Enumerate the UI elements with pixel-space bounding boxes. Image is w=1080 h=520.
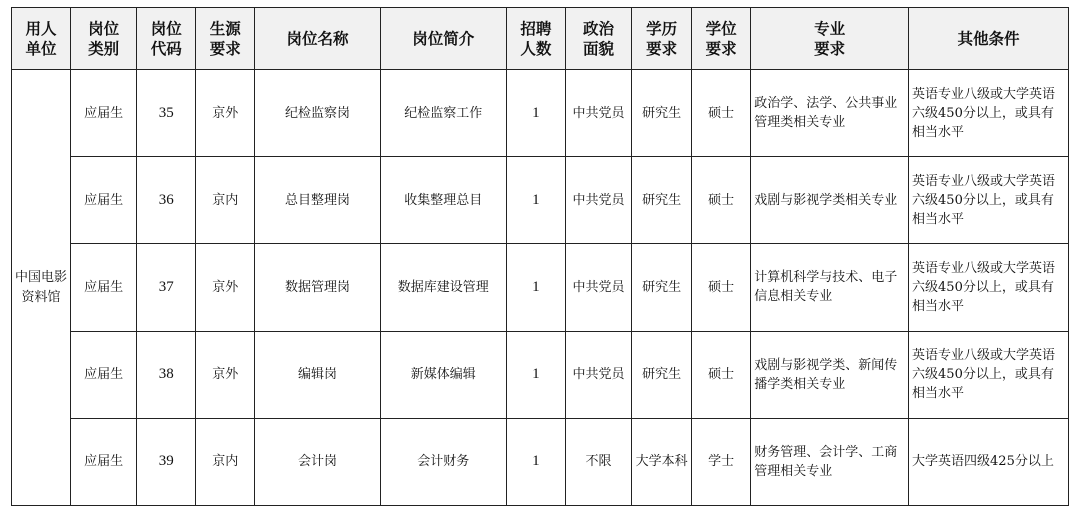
post-desc-cell: 收集整理总目 [380,157,506,244]
header-post-name: 岗位名称 [255,8,380,70]
major-cell: 戏剧与影视学类、新闻传播学类相关专业 [751,331,909,418]
code-cell: 36 [137,157,196,244]
source-cell: 京外 [196,70,255,157]
code-cell: 37 [137,244,196,331]
quota-cell: 1 [506,244,565,331]
other-cell: 英语专业八级或大学英语六级450分以上，或具有相当水平 [909,157,1069,244]
header-post-desc: 岗位简介 [380,8,506,70]
degree-cell: 硕士 [692,157,751,244]
source-cell: 京外 [196,244,255,331]
source-cell: 京内 [196,157,255,244]
header-major: 专业 要求 [751,8,909,70]
education-cell: 研究生 [632,157,692,244]
post-desc-cell: 新媒体编辑 [380,331,506,418]
header-source: 生源 要求 [196,8,255,70]
header-degree: 学位 要求 [692,8,751,70]
major-cell: 计算机科学与技术、电子信息相关专业 [751,244,909,331]
code-cell: 35 [137,70,196,157]
code-cell: 38 [137,331,196,418]
quota-cell: 1 [506,70,565,157]
quota-cell: 1 [506,331,565,418]
post-name-cell: 会计岗 [255,418,380,505]
quota-cell: 1 [506,157,565,244]
post-name-cell: 编辑岗 [255,331,380,418]
header-quota: 招聘 人数 [506,8,565,70]
education-cell: 研究生 [632,70,692,157]
recruitment-table [11,7,1069,506]
category-cell: 应届生 [71,418,137,505]
post-desc-cell: 纪检监察工作 [380,70,506,157]
category-cell: 应届生 [71,70,137,157]
unit-cell: 中国电影资料馆 [12,70,71,506]
politics-cell: 中共党员 [565,331,631,418]
other-cell: 英语专业八级或大学英语六级450分以上，或具有相当水平 [909,244,1069,331]
other-cell: 英语专业八级或大学英语六级450分以上，或具有相当水平 [909,331,1069,418]
degree-cell: 硕士 [692,70,751,157]
table-row [12,331,1069,418]
degree-cell: 硕士 [692,331,751,418]
table-row [12,157,1069,244]
quota-cell: 1 [506,418,565,505]
header-politics: 政治 面貌 [565,8,631,70]
table-row [12,418,1069,505]
header-education: 学历 要求 [632,8,692,70]
education-cell: 研究生 [632,244,692,331]
post-name-cell: 纪检监察岗 [255,70,380,157]
post-name-cell: 总目整理岗 [255,157,380,244]
politics-cell: 不限 [565,418,631,505]
header-category: 岗位 类别 [71,8,137,70]
header-code: 岗位 代码 [137,8,196,70]
code-cell: 39 [137,418,196,505]
category-cell: 应届生 [71,244,137,331]
source-cell: 京外 [196,331,255,418]
source-cell: 京内 [196,418,255,505]
other-cell: 大学英语四级425分以上 [909,418,1069,505]
header-row [12,8,1069,70]
header-other: 其他条件 [909,8,1069,70]
category-cell: 应届生 [71,331,137,418]
major-cell: 政治学、法学、公共事业管理类相关专业 [751,70,909,157]
table-row [12,70,1069,157]
education-cell: 大学本科 [632,418,692,505]
post-desc-cell: 会计财务 [380,418,506,505]
category-cell: 应届生 [71,157,137,244]
major-cell: 戏剧与影视学类相关专业 [751,157,909,244]
politics-cell: 中共党员 [565,157,631,244]
post-desc-cell: 数据库建设管理 [380,244,506,331]
degree-cell: 硕士 [692,244,751,331]
degree-cell: 学士 [692,418,751,505]
education-cell: 研究生 [632,331,692,418]
other-cell: 英语专业八级或大学英语六级450分以上，或具有相当水平 [909,70,1069,157]
post-name-cell: 数据管理岗 [255,244,380,331]
header-unit: 用人 单位 [12,8,71,70]
politics-cell: 中共党员 [565,70,631,157]
table-row [12,244,1069,331]
politics-cell: 中共党员 [565,244,631,331]
major-cell: 财务管理、会计学、工商管理相关专业 [751,418,909,505]
